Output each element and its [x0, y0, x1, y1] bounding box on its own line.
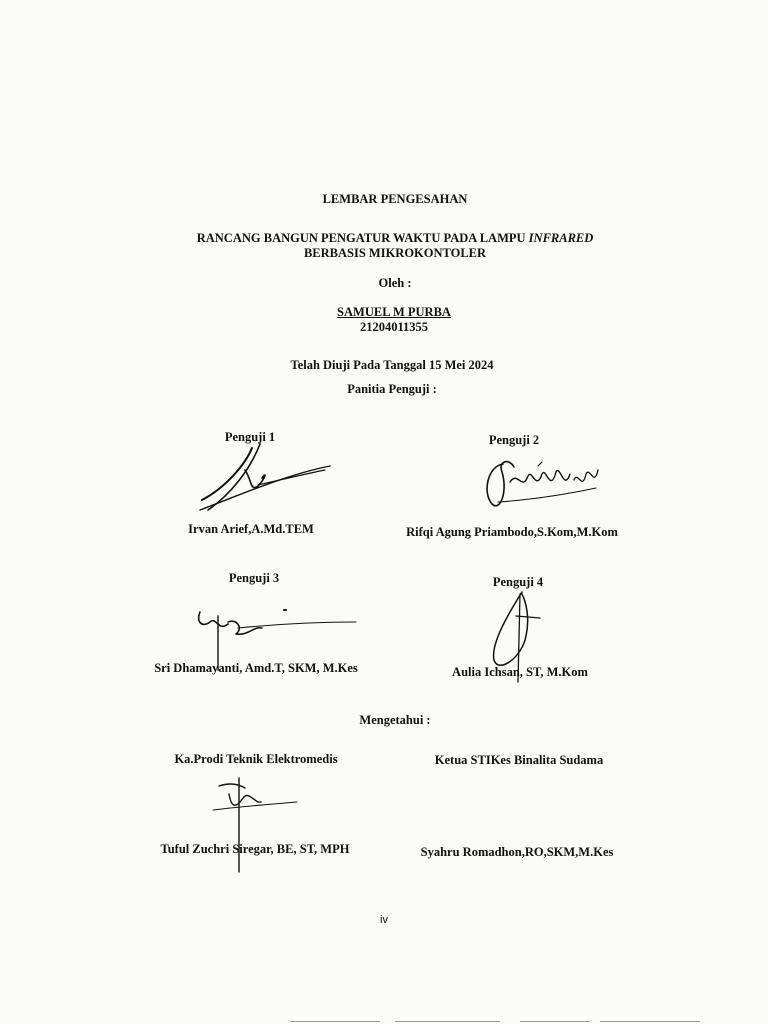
prodi-head-signature [205, 776, 305, 876]
examiner-4-signature [482, 588, 552, 688]
prodi-head-role: Ka.Prodi Teknik Elektromedis [174, 752, 338, 766]
examiner-4-role: Penguji 4 [492, 575, 544, 589]
thesis-title-line1 [197, 231, 594, 246]
examiner-3-name: Sri Dhamayanti, Amd.T, SKM, M.Kes [154, 661, 358, 675]
scan-edge-mark [395, 1021, 500, 1022]
examiner-4-name: Aulia Ichsan, ST, M.Kom [452, 665, 588, 679]
thesis-title-text: RANCANG BANGUN PENGATUR WAKTU PADA LAMPU [196, 231, 526, 245]
author-id: 21204011355 [359, 320, 429, 334]
page-number: iv [380, 914, 388, 926]
exam-date: Telah Diuji Pada Tanggal 15 Mei 2024 [290, 358, 494, 372]
examiner-1-name: Irvan Arief,A.Md.TEM [188, 522, 314, 536]
author-name: SAMUEL M PURBA [337, 305, 451, 319]
examiner-3-role: Penguji 3 [228, 571, 280, 585]
stikes-head-role: Ketua STIKes Binalita Sudama [434, 753, 604, 767]
scan-edge-mark [290, 1021, 380, 1022]
examiner-1-role: Penguji 1 [224, 430, 276, 444]
examiner-3-signature [188, 598, 368, 678]
committee-label: Panitia Penguji : [347, 382, 437, 396]
examiner-2-signature [478, 452, 608, 522]
approval-label: Mengetahui : [359, 713, 431, 727]
examiner-2-role: Penguji 2 [488, 433, 540, 447]
by-label: Oleh : [378, 276, 412, 290]
thesis-title-italic: INFRARED [528, 231, 594, 245]
page-title: LEMBAR PENGESAHAN [322, 192, 468, 206]
stikes-head-name: Syahru Romadhon,RO,SKM,M.Kes [420, 845, 614, 859]
examiner-2-name: Rifqi Agung Priambodo,S.Kom,M.Kom [406, 525, 618, 539]
prodi-head-name: Tuful Zuchri Siregar, BE, ST, MPH [160, 842, 350, 856]
scan-edge-mark [520, 1021, 590, 1022]
examiner-1-signature [190, 440, 340, 520]
thesis-title-line2: BERBASIS MIKROKONTOLER [303, 246, 487, 260]
scan-edge-mark [600, 1021, 700, 1022]
